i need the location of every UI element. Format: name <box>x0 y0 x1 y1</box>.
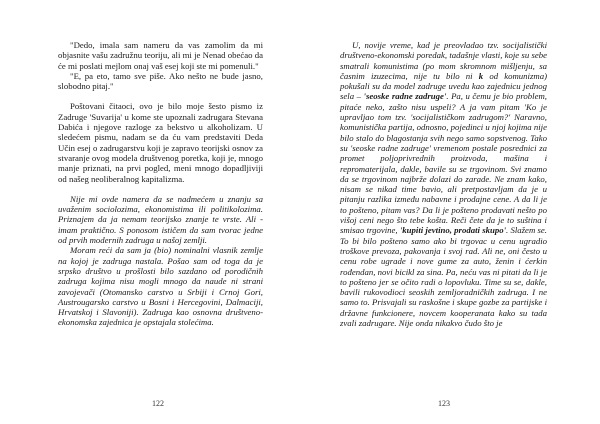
text-run: . Slažem se. To bi bilo pošteno samo ako bi trgovac u cenu ugradio troškove prevoza, pakovanja i svoj rad. Ali ne, oni često u cenu robe ugrade i nove gume za auto, ženin i ćerkin rođendan, novi bicikl za sina. Pa, neću vas ni pitati da li je to pošteno jer se očito radi o lopovluku. Time su se, dakle, bavili rukovodioci seoskih zemljoradničkih zadruga. I ne samo to. Prisvajali su raskošne i skupe gozbe za partijske i državne funkcionere, novcem kooperanata kako su tada zvali zadrugare. Nije onda nikakvo čudo što je <box>340 225 547 329</box>
paragraph-5: Moram reći da sam ja (bio) nominalni vlasnik zemlje na kojoj je zadruga nastala. Pošao sam od toga da je srpsko društvo u prošlosti bilo sazdano od porodičnih zadruga kojima nisu mogli mnogo da naude ni strani zavojevači (Otomansko carstvo u Srbiji i Crnoj Gori, Austrougarsko carstvo u Bosni i Hercegovini, Dalmaciji, Hrvatskoj i Slavoniji). Zadruga kao osnovna društveno-ekonomska zajednica je opstajala stolećima. <box>58 245 263 328</box>
right-page-text <box>340 40 547 328</box>
page-number: 122 <box>152 399 164 408</box>
bold-letter: k <box>478 70 484 81</box>
text-run: U, novije vreme, kad je preovladao tzv. socijalistički društveno-ekonomski poredak, tadašnje vlasti, koje su sebe smatrali komunistima (po mom skromnom mišljenju, sa časnim izuzecima, nije tu bilo ni <box>340 40 547 81</box>
paragraph-6 <box>340 40 547 328</box>
paragraph-2: "E, pa eto, tamo sve piše. Ako nešto ne bude jasno, slobodno pitaj." <box>58 70 263 92</box>
text-run: od komunizma) pokušali su da model zadruge uvedu kao zajednicu jednog sela – <box>340 70 547 102</box>
paragraph-3: Poštovani čitaoci, ovo je bilo moje šesto pismo iz Zadruge 'Suvarija' u kome ste upoznali zadrugara Stevana Dabića i njegove razloge za bekstvo u alkoholizam. U sledećem pismu, nadam se da ću vam predstaviti Deda Učin esej o zadrugarstvu koji je zapravo teorijski osnov za stvaranje ovog modela društvenog poretka, koji je, mnogo manje priznati, na prvi pogled, meni mnogo dopadljiviji od našeg neoliberalnog kapitalizma. <box>58 101 263 184</box>
page-number: 123 <box>438 399 450 408</box>
right-page <box>300 0 600 424</box>
text-run: . Pa, u čemu je bio problem, pitaće neko, zašto nisu uspeli? A ja vam pitam 'Ko je upravljao tom tzv. 'socijalističkom zadrugom?' Naravno, komunistička partija, odnosno, pojedinci u njoj kojima nije bilo stalo do blagostanja svih nego samo sopstvenog. Tako su 'seoske radne zadruge' vremenom postale posrednici za promet poljoprivrednih proizvoda, mašina i repromaterijala, dakle, bavile su se trgovinom. Svi znamo da se trgovinom najbrže dolazi do zarade. Ne znam kako, nisam se nikad time bavio, ali pretpostavljam da je u pitanju razlika između nabavne i prodajne cene. A da li je to pošteno, pitam vas? Da li je pošteno prodavati nešto po višoj ceni nego što tebe košta. Reči čete da je to suština i smisao trgovine, <box>340 91 547 236</box>
paragraph-4: Nije mi ovde namera da se nadmećem u znanju sa uvaženim sociolozima, ekonomistima ili politikolozima. Priznajem da ja nemam teorijsko znanje te vrste. Ali - imam praktično. S ponosom ističem da sam tvorac jedne od prvih modernih zadruga u našoj zemlji. <box>58 193 263 246</box>
left-page-text <box>58 40 263 328</box>
bold-phrase: 'kupiti jevtino, prodati skupo' <box>399 225 507 236</box>
paragraph-1: "Dedo, imala sam nameru da vas zamolim da mi objasnite vašu zadružnu teoriju, ali mi je Nenad obećao da će mi poslati mejlom onaj vaš esej koji ste mi pomenuli." <box>58 40 263 71</box>
bold-phrase: 'seoske radne zadruge' <box>363 91 447 102</box>
